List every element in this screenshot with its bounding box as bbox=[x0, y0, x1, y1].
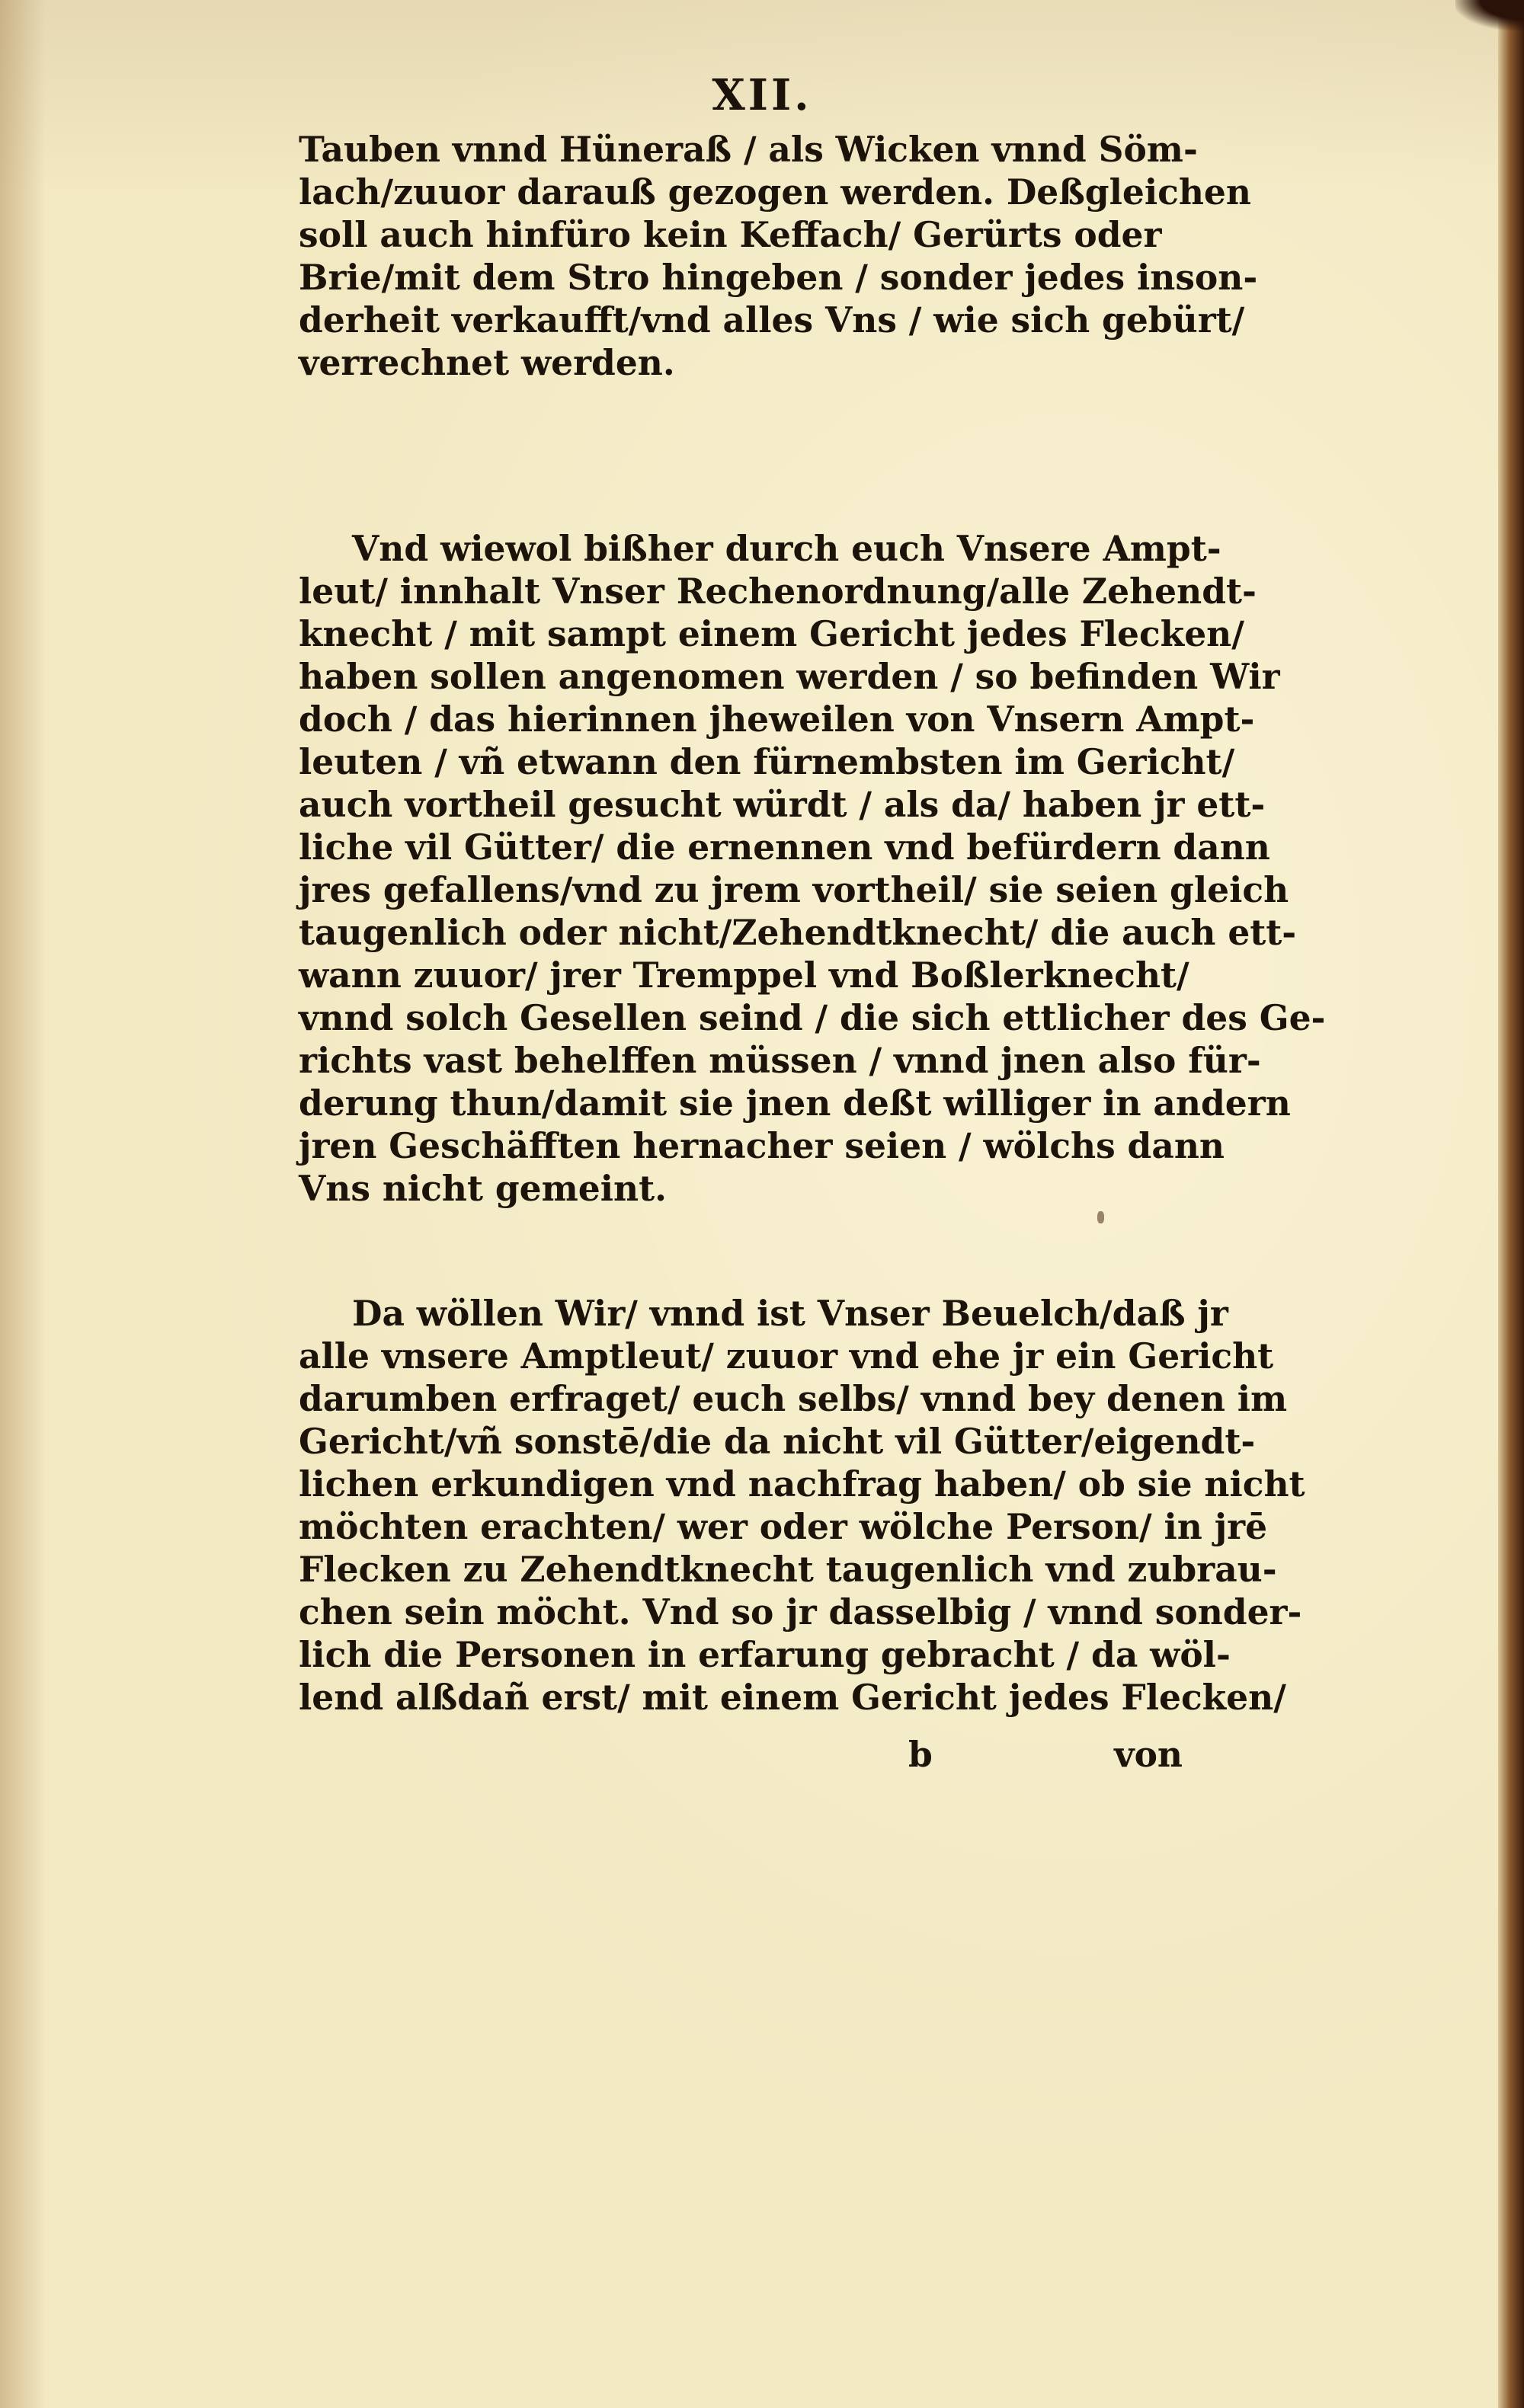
text-line: leut/ innhalt Vnser Rechenordnung/alle Zehendt- bbox=[299, 571, 1257, 612]
text-line: darumben erfraget/ euch selbs/ vnnd bey denen im bbox=[299, 1378, 1288, 1419]
text-line: Gericht/vñ sonstē/die da nicht vil Gütter/eigendt- bbox=[299, 1421, 1256, 1462]
catchword: von bbox=[1114, 1734, 1183, 1775]
text-line: knecht / mit sampt einem Gericht jedes Flecken/ bbox=[299, 613, 1244, 654]
page-footer bbox=[299, 1733, 1183, 1776]
text-line: Tauben vnnd Hüneraß / als Wicken vnnd Söm- bbox=[299, 129, 1198, 170]
text-line: taugenlich oder nicht/Zehendtknecht/ die auch ett- bbox=[299, 912, 1297, 953]
text-line: Vns nicht gemeint. bbox=[299, 1168, 667, 1209]
ink-blot bbox=[1097, 1211, 1104, 1223]
text-line: leuten / vñ etwann den fürnembsten im Gericht/ bbox=[299, 741, 1235, 782]
text-line: derung thun/damit sie jnen deßt williger in andern bbox=[299, 1082, 1291, 1124]
text-line: derheit verkaufft/vnd alles Vns / wie sich gebürt/ bbox=[299, 299, 1245, 341]
text-line: liche vil Gütter/ die ernennen vnd befürdern dann bbox=[299, 827, 1270, 868]
text-line: auch vortheil gesucht würdt / als da/ haben jr ett- bbox=[299, 784, 1266, 825]
text-line: Flecken zu Zehendtknecht taugenlich vnd zubrau- bbox=[299, 1549, 1277, 1590]
text-line: lichen erkundigen vnd nachfrag haben/ ob sie nicht bbox=[299, 1463, 1305, 1505]
text-line: lend alßdañ erst/ mit einem Gericht jedes Flecken/ bbox=[299, 1677, 1286, 1718]
text-line: richts vast behelffen müssen / vnnd jnen also für- bbox=[299, 1040, 1261, 1081]
text-line: chen sein möcht. Vnd so jr dasselbig / vnnd sonder- bbox=[299, 1591, 1302, 1633]
folio-number: XII. bbox=[712, 70, 812, 120]
text-line: alle vnsere Amptleut/ zuuor vnd ehe jr ein Gericht bbox=[299, 1335, 1274, 1377]
text-line: lach/zuuor darauß gezogen werden. Deßgleichen bbox=[299, 171, 1251, 213]
paragraph-1 bbox=[299, 128, 1258, 384]
text-line: doch / das hierinnen jheweilen von Vnsern Ampt- bbox=[299, 699, 1255, 740]
page-edge-shadow bbox=[1498, 0, 1524, 2408]
text-line: vnnd solch Gesellen seind / die sich ettlicher des Ge- bbox=[299, 997, 1326, 1038]
text-line: Vnd wiewol bißher durch euch Vnsere Ampt- bbox=[352, 528, 1221, 569]
text-line: jres gefallens/vnd zu jrem vortheil/ sie seien gleich bbox=[299, 869, 1289, 910]
text-line: jren Geschäfften hernacher seien / wölchs dann bbox=[299, 1125, 1225, 1166]
text-line: möchten erachten/ wer oder wölche Person/ in jrē bbox=[299, 1506, 1268, 1547]
text-line: wann zuuor/ jrer Tremppel vnd Boßlerknecht/ bbox=[299, 955, 1189, 996]
text-line: soll auch hinfüro kein Keffach/ Gerürts oder bbox=[299, 214, 1162, 255]
text-line: lich die Personen in erfarung gebracht / da wöl- bbox=[299, 1634, 1231, 1675]
paragraph-3 bbox=[299, 1292, 1305, 1719]
text-line: Brie/mit dem Stro hingeben / sonder jedes inson- bbox=[299, 257, 1258, 298]
text-line: verrechnet werden. bbox=[299, 342, 675, 383]
text-line: Da wöllen Wir/ vnnd ist Vnser Beuelch/daß jr bbox=[352, 1293, 1228, 1334]
paragraph-2 bbox=[299, 527, 1326, 1210]
page-corner-shadow bbox=[1455, 0, 1524, 30]
text-line: haben sollen angenomen werden / so befinden Wir bbox=[299, 656, 1280, 697]
signature-mark: b bbox=[908, 1734, 933, 1775]
